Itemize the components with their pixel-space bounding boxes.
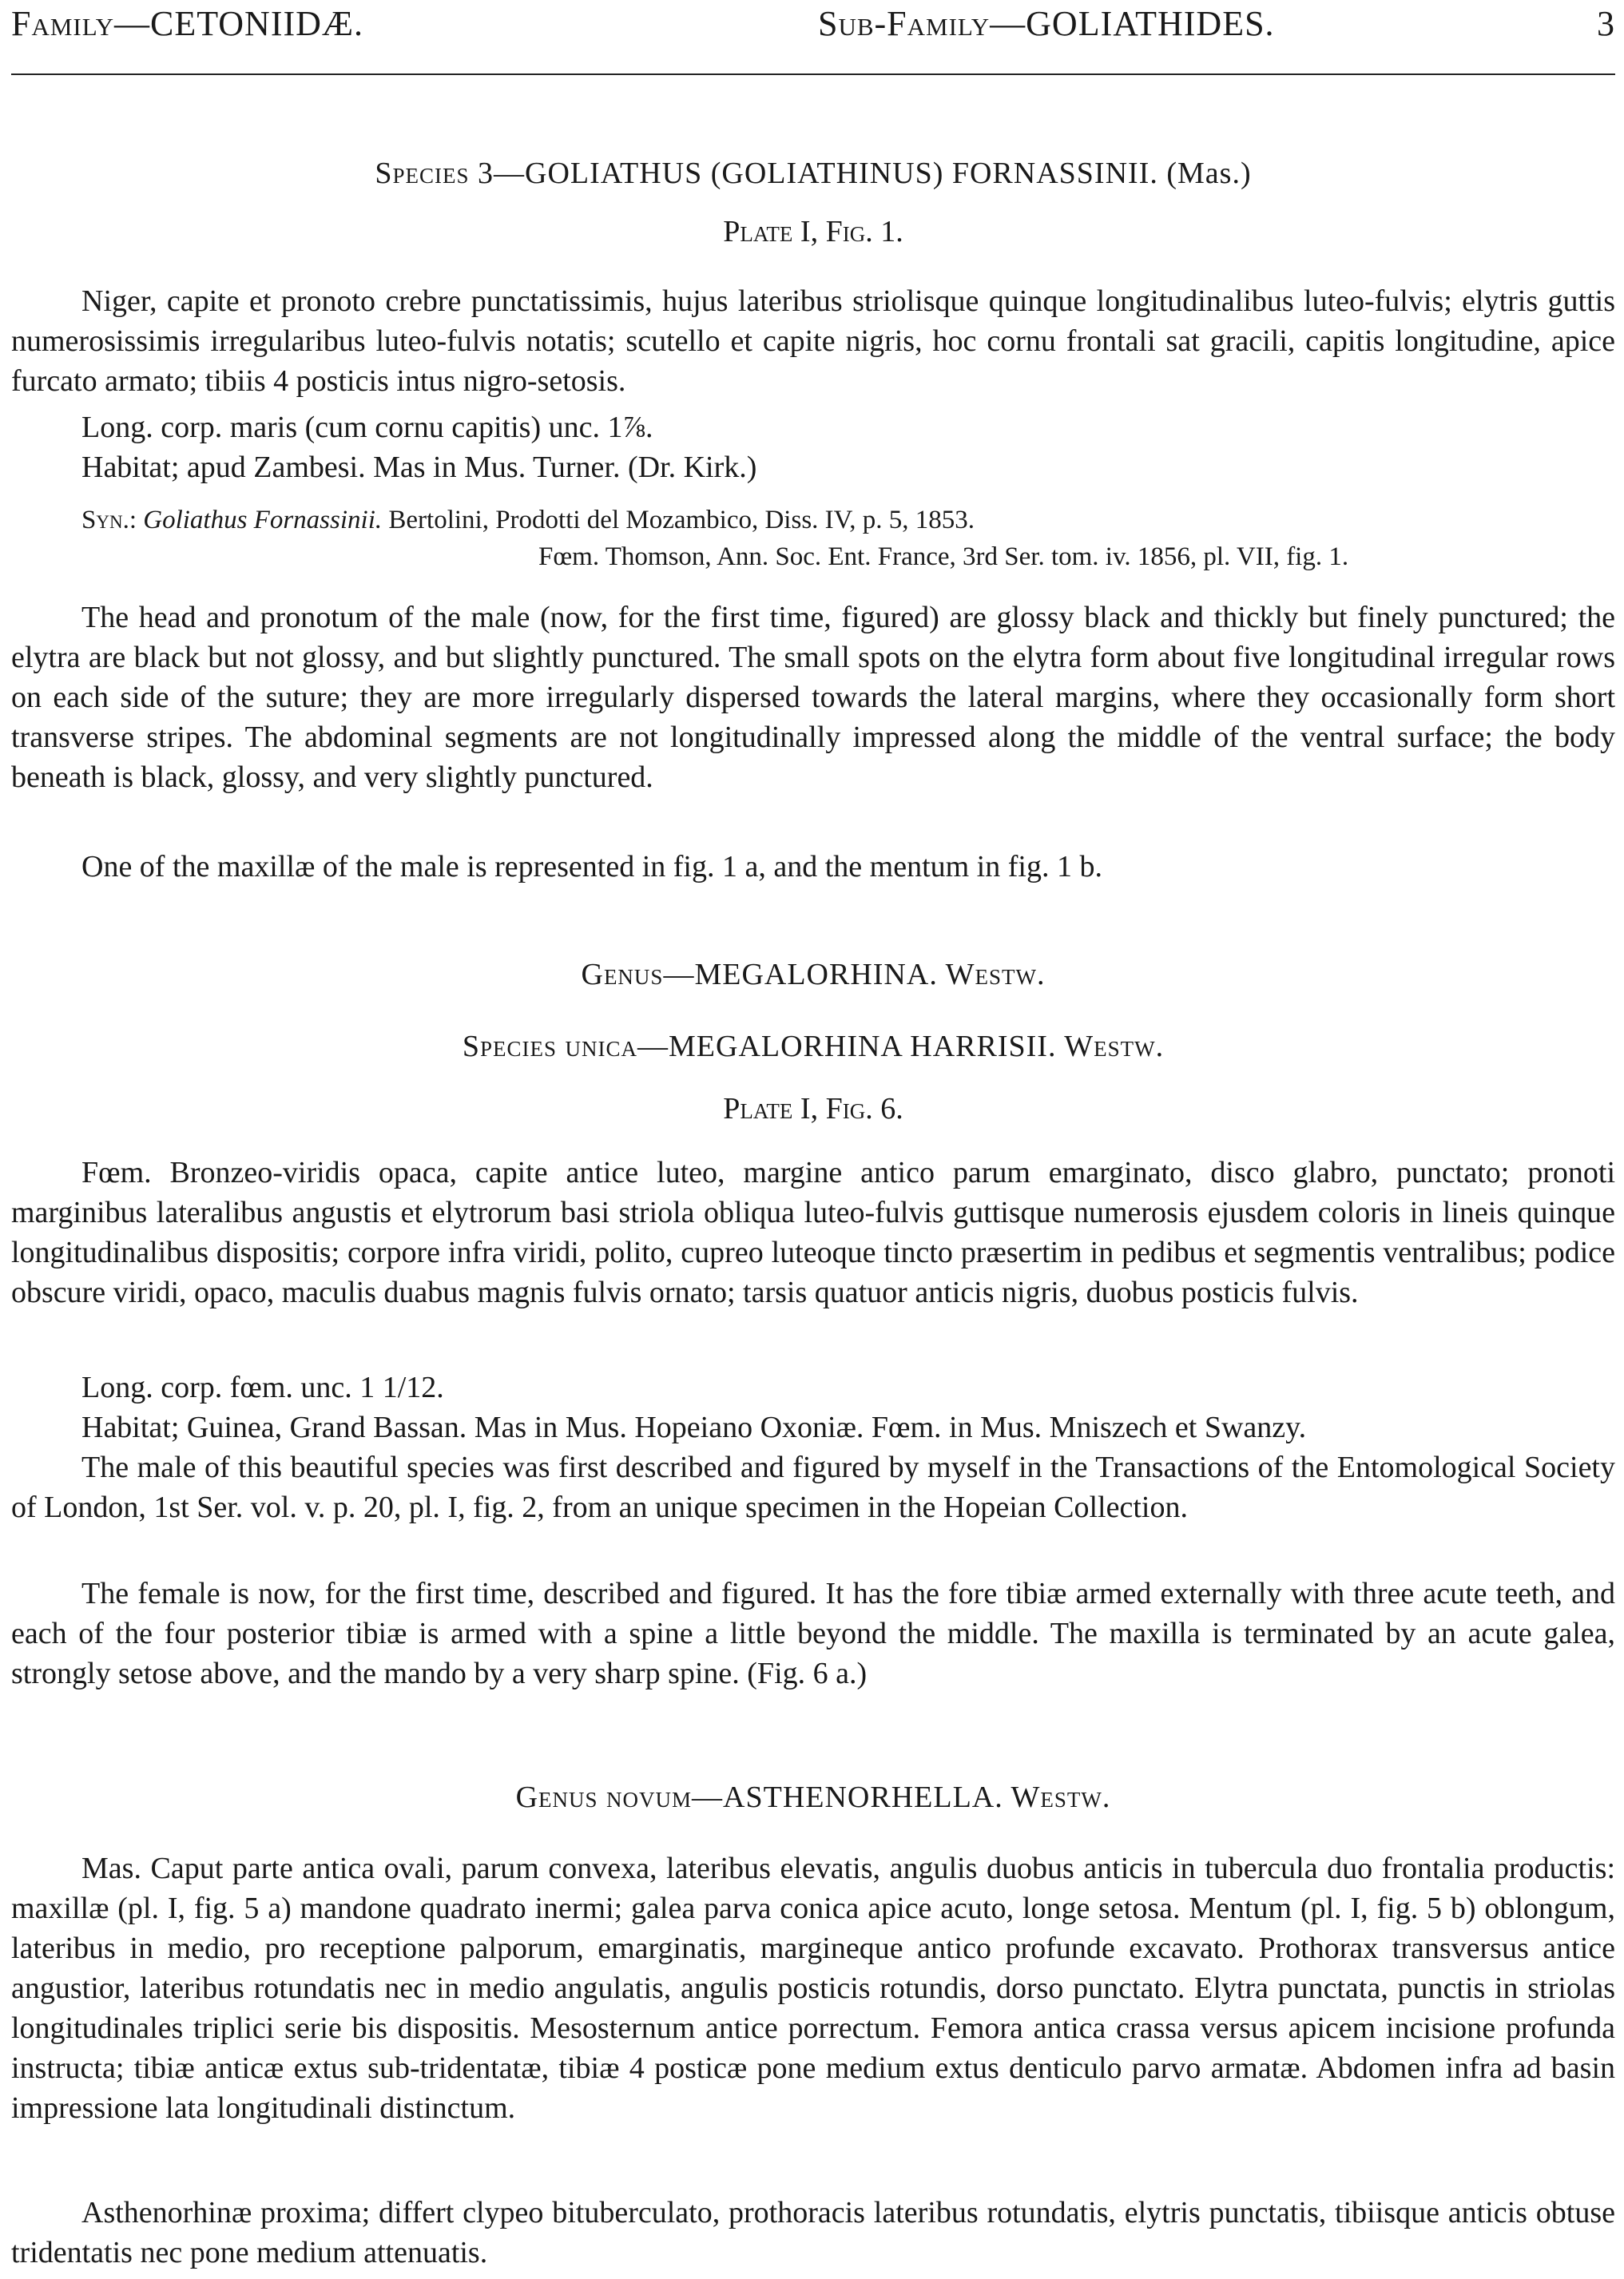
- latin-description: Niger, capite et pronoto crebre punctatissimis, hujus lateribus striolisque quinque longitudinalibus luteo-fulvis; elytris guttis numerosissimis irregularibus luteo-fulvis notatis; scutello et capite nigris, hoc cornu frontali sat gracili, capitis longitudine, apice furcato armato; tibiis 4 posticis intus nigro-setosis.: [11, 284, 1615, 398]
- habitat-line: Habitat; apud Zambesi. Mas in Mus. Turner. (Dr. Kirk.): [81, 451, 757, 484]
- species-heading-goliathus: [11, 153, 1615, 193]
- syn-ref-1: Bertolini, Prodotti del Mozambico, Diss. IV, p. 5, 1853.: [388, 506, 975, 534]
- species-title: Species 3—GOLIATHUS (GOLIATHINUS) FORNASSINII.: [375, 157, 1158, 190]
- latin-description-3: Mas. Caput parte antica ovali, parum convexa, lateribus elevatis, angulis duobus anticis in tubercula duo frontalia productis: maxillæ (pl. I, fig. 5 a) mandone quadrato inermi; galea parva conica apice acuto, longe setosa. Mentum (pl. I, fig. 5 b) oblongum, lateribus in medio, pro receptione palporum, emarginatis, margineque antico profunde excavato. Prothorax transversus antice angustior, lateribus rotundatis nec in medio angulatis, angulis posticis rotundis, dorso punctato. Elytra punctata, punctis in striolas longitudinales triplici serie bis dispositis. Mesosternum antice porrectum. Femora antica crassa versus apicem incisione profunda instructa; tibiæ anticæ extus sub-tridentatæ, tibiæ 4 posticæ pone medium extus denticulo parvo armatæ. Abdomen infra ad basin impressione lata longitudinali distinctum.: [11, 1852, 1615, 2125]
- habitat-line-2: Habitat; Guinea, Grand Bassan. Mas in Mus. Hopeiano Oxoniæ. Fœm. in Mus. Mniszech et Swanzy.: [81, 1411, 1307, 1444]
- length-line: Long. corp. maris (cum cornu capitis) unc. 1⅞.: [81, 411, 653, 444]
- species-heading-megalorhina: Species unica—MEGALORHINA HARRISII. Westw.: [462, 1030, 1165, 1063]
- plate-reference-2: Plate I, Fig. 6.: [723, 1092, 903, 1126]
- species-title-suffix: (Mas.): [1166, 157, 1252, 190]
- synonymy-line-1: [11, 502, 1615, 538]
- synonymy-line-2: Fœm. Thomson, Ann. Soc. Ent. France, 3rd Ser. tom. iv. 1856, pl. VII, fig. 1.: [538, 542, 1349, 571]
- maxillae-note: One of the maxillæ of the male is represented in fig. 1 a, and the mentum in fig. 1 b.: [81, 850, 1102, 883]
- header-rule: [11, 73, 1615, 75]
- latin-description-2: Fœm. Bronzeo-viridis opaca, capite antice luteo, margine antico parum emarginato, disco glabro, punctato; pronoti marginibus lateralibus angustis et elytrorum basi striola obliqua luteo-fulvis guttisque numerosis ejusdem coloris in lineis quinque longitudinalibus dispositis; corpore infra viridi, polito, cupreo luteoque tincto præsertim in pedibus et segmentis ventralibus; podice obscure viridi, opaco, maculis duabus magnis fulvis ornato; tarsis quatuor anticis nigris, duobus posticis fulvis.: [11, 1156, 1615, 1309]
- male-note: The male of this beautiful species was first described and figured by myself in the Transactions of the Entomological Society of London, 1st Ser. vol. v. p. 20, pl. I, fig. 2, from an unique specimen in the Hopeian Collection.: [11, 1451, 1615, 1524]
- affinity-note: Asthenorhinæ proxima; differt clypeo bituberculato, prothoracis lateribus rotundatis, elytris punctatis, tibiisque anticis obtuse tridentatis nec pone medium attenuatis.: [11, 2196, 1615, 2269]
- genus-heading-megalorhina: Genus—MEGALORHINA. Westw.: [581, 958, 1046, 991]
- running-head: [11, 3, 1615, 51]
- page-number: 3: [1597, 4, 1615, 43]
- running-head-family: Family—CETONIIDÆ.: [11, 4, 364, 43]
- female-note: The female is now, for the first time, described and figured. It has the fore tibiæ armed externally with three acute teeth, and each of the four posterior tibiæ is armed with a spine a little beyond the middle. The maxilla is terminated by an acute galea, strongly setose above, and the mando by a very sharp spine. (Fig. 6 a.): [11, 1577, 1615, 1690]
- english-description: The head and pronotum of the male (now, for the first time, figured) are glossy black and thickly but finely punctured; the elytra are black but not glossy, and but slightly punctured. The small spots on the elytra form about five longitudinal irregular rows on each side of the suture; they are more irregularly dispersed towards the lateral margins, where they occasionally form short transverse stripes. The abdominal segments are not longitudinally impressed along the middle of the ventral surface; the body beneath is black, glossy, and very slightly punctured.: [11, 601, 1615, 794]
- syn-label: Syn.:: [81, 506, 137, 534]
- length-line-2: Long. corp. fœm. unc. 1 1/12.: [81, 1371, 444, 1404]
- genus-heading-asthenorhella: Genus novum—ASTHENORHELLA. Westw.: [515, 1781, 1111, 1814]
- running-head-subfamily: Sub-Family—GOLIATHIDES.: [818, 4, 1275, 43]
- plate-reference: Plate I, Fig. 1.: [723, 215, 903, 248]
- syn-name: Goliathus Fornassinii.: [143, 506, 383, 534]
